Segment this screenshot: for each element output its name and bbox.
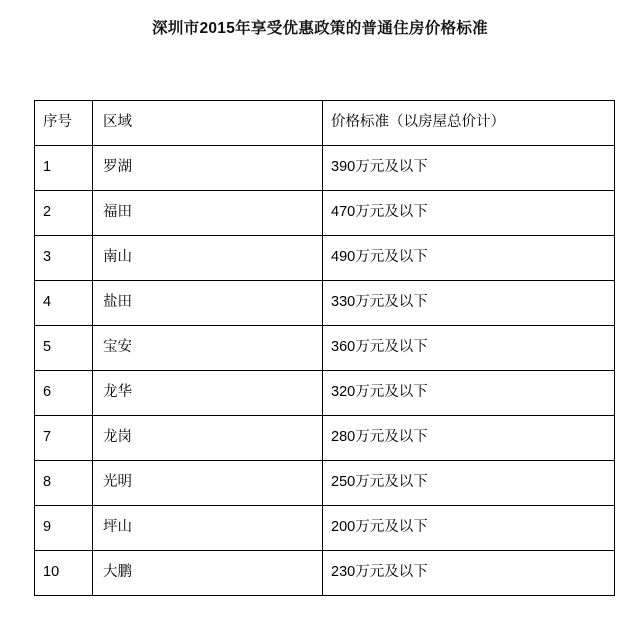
cell-index: 1	[35, 146, 93, 191]
cell-area: 盐田	[93, 281, 323, 326]
cell-index: 4	[35, 281, 93, 326]
cell-standard: 200万元及以下	[323, 506, 615, 551]
cell-area: 坪山	[93, 506, 323, 551]
cell-standard: 280万元及以下	[323, 416, 615, 461]
cell-standard: 490万元及以下	[323, 236, 615, 281]
cell-standard: 320万元及以下	[323, 371, 615, 416]
table-row	[35, 191, 615, 236]
table-row	[35, 371, 615, 416]
table-header-row	[35, 101, 615, 146]
cell-index: 8	[35, 461, 93, 506]
cell-area: 宝安	[93, 326, 323, 371]
cell-index: 7	[35, 416, 93, 461]
column-header-index: 序号	[35, 101, 93, 146]
cell-area: 光明	[93, 461, 323, 506]
price-standard-table	[34, 100, 615, 596]
table-row	[35, 551, 615, 596]
page-title: 深圳市2015年享受优惠政策的普通住房价格标准	[152, 20, 488, 37]
cell-area: 南山	[93, 236, 323, 281]
table-row	[35, 326, 615, 371]
cell-standard: 250万元及以下	[323, 461, 615, 506]
cell-index: 9	[35, 506, 93, 551]
cell-index: 3	[35, 236, 93, 281]
column-header-standard: 价格标准（以房屋总价计）	[323, 101, 615, 146]
table-row	[35, 281, 615, 326]
column-header-area: 区域	[93, 101, 323, 146]
cell-standard: 390万元及以下	[323, 146, 615, 191]
cell-area: 罗湖	[93, 146, 323, 191]
cell-standard: 360万元及以下	[323, 326, 615, 371]
price-standard-table-container	[34, 100, 614, 596]
table-row	[35, 416, 615, 461]
table-row	[35, 506, 615, 551]
cell-index: 2	[35, 191, 93, 236]
cell-area: 大鹏	[93, 551, 323, 596]
table-row	[35, 236, 615, 281]
cell-standard: 470万元及以下	[323, 191, 615, 236]
cell-standard: 330万元及以下	[323, 281, 615, 326]
cell-index: 6	[35, 371, 93, 416]
table-row	[35, 146, 615, 191]
table-row	[35, 461, 615, 506]
cell-standard: 230万元及以下	[323, 551, 615, 596]
cell-area: 龙华	[93, 371, 323, 416]
cell-index: 5	[35, 326, 93, 371]
cell-index: 10	[35, 551, 93, 596]
cell-area: 福田	[93, 191, 323, 236]
cell-area: 龙岗	[93, 416, 323, 461]
